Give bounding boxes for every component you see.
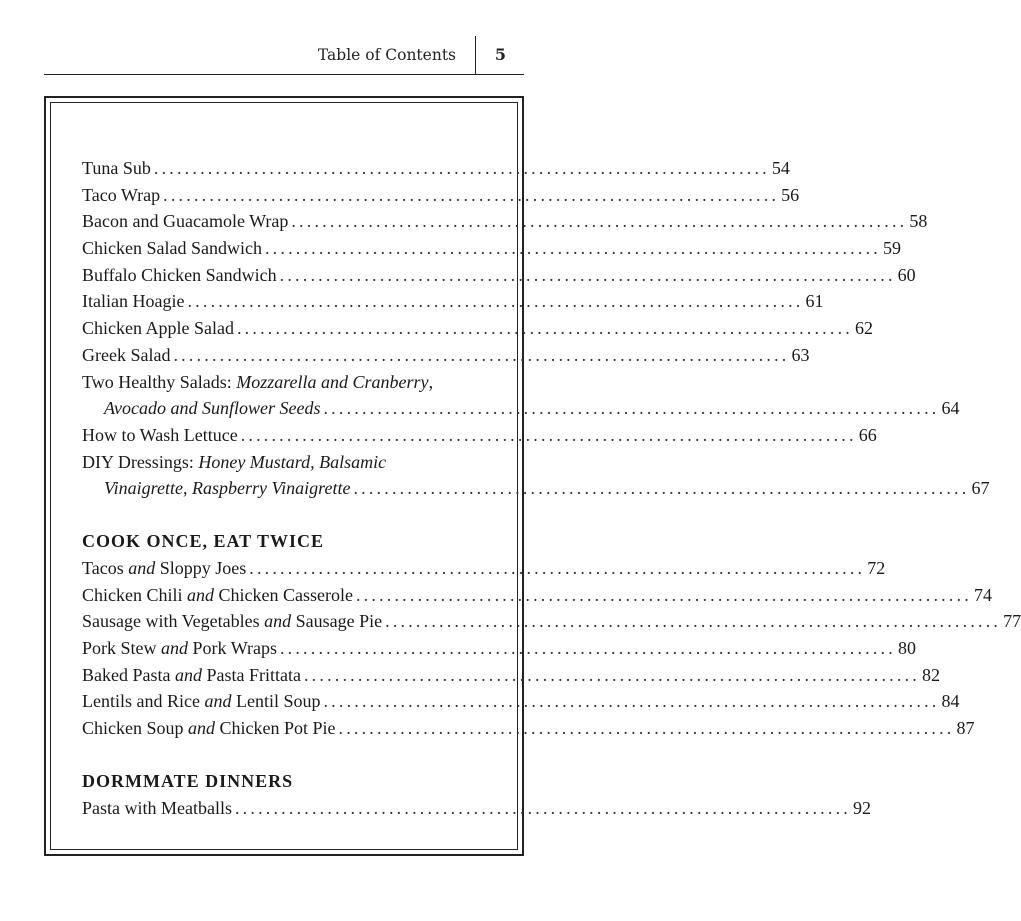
entry-title-a: Pork Stew	[82, 638, 162, 658]
running-header	[44, 44, 524, 75]
entry-page: 58	[909, 211, 928, 232]
toc-entry[interactable]	[82, 315, 873, 342]
leader-dots: ................................................................................	[338, 718, 955, 739]
entry-title-b: Chicken Pot Pie	[215, 718, 336, 739]
entry-title-and: and	[204, 691, 232, 712]
toc-frame	[44, 96, 1021, 856]
leader-dots: ................................................................................	[234, 797, 851, 818]
entry-page: 54	[771, 158, 790, 178]
entry-page: 62	[854, 318, 873, 339]
section-gap	[82, 502, 484, 528]
toc-entry-dressings-line1[interactable]	[82, 449, 484, 476]
toc-group-sandwiches-salads	[82, 155, 928, 369]
entry-title-sep: ,	[182, 478, 192, 499]
entry-page: 63	[791, 344, 810, 365]
leader-dots: ................................................................................	[323, 398, 940, 419]
section-heading-cook-once: COOK ONCE, EAT TWICE	[82, 530, 325, 551]
entry-title-a: Chicken Chili	[82, 584, 187, 605]
toc-group-cook-once	[82, 555, 1021, 742]
entry-page: 82	[921, 664, 940, 685]
section-gap	[82, 742, 484, 768]
entry-title: Buffalo Chicken Sandwich	[82, 264, 277, 285]
entry-page: 67	[971, 478, 990, 499]
leader-dots: ................................................................................	[240, 424, 857, 445]
entry-page: 74	[973, 584, 992, 605]
entry-page: 84	[941, 691, 960, 712]
entry-page: 92	[852, 797, 871, 818]
entry-title-prefix: Two Healthy Salads:	[82, 371, 237, 392]
entry-page: 66	[858, 424, 877, 445]
toc-entry[interactable]	[82, 155, 790, 182]
header-divider	[475, 36, 476, 74]
toc-entry[interactable]	[82, 715, 975, 742]
entry-title-a: Baked Pasta	[82, 664, 175, 685]
entry-title: Chicken Apple Salad	[82, 318, 234, 339]
entry-title-and: and	[188, 718, 215, 739]
leader-dots: ................................................................................	[236, 318, 853, 339]
entry-title: Taco Wrap	[82, 184, 161, 205]
leader-dots: ................................................................................	[187, 291, 804, 312]
entry-title: Italian Hoagie	[82, 291, 185, 312]
entry-title: Chicken Salad Sandwich	[82, 238, 262, 259]
header-title: Table of Contents	[317, 46, 456, 64]
toc-entry[interactable]	[82, 288, 824, 315]
entry-title-and: and	[187, 584, 214, 605]
entry-title-and: and	[174, 664, 202, 685]
toc-entry-dressings-line2[interactable]	[82, 475, 990, 502]
leader-dots: ................................................................................	[353, 478, 970, 499]
leader-dots: ................................................................................	[303, 664, 920, 685]
toc-entry[interactable]	[82, 555, 886, 582]
toc-list	[82, 155, 1021, 821]
entry-title-suffix: ,	[428, 371, 434, 392]
entry-title-b: Sloppy Joes	[155, 557, 247, 578]
entry-page: 80	[897, 638, 916, 658]
toc-entry[interactable]	[82, 662, 940, 689]
leader-dots: ................................................................................	[153, 158, 770, 178]
toc-entry[interactable]	[82, 635, 916, 662]
section-heading-dormmate: DORMMATE DINNERS	[82, 770, 294, 791]
entry-title-and: and	[161, 638, 189, 658]
leader-dots: ................................................................................	[385, 611, 1002, 632]
entry-page: 60	[897, 264, 916, 285]
entry-page: 87	[956, 718, 975, 739]
toc-entry[interactable]	[82, 795, 871, 822]
entry-title-italic: Mozzarella and Cranberry	[236, 371, 429, 392]
leader-dots: ................................................................................	[279, 638, 896, 658]
entry-page: 77	[1003, 611, 1021, 632]
page-number: 5	[494, 45, 506, 64]
entry-title-prefix: DIY Dressings:	[82, 451, 199, 472]
leader-dots: ................................................................................	[291, 211, 908, 232]
entry-title-a: Sausage with Vegetables	[82, 611, 265, 632]
toc-entry[interactable]	[82, 208, 928, 235]
entry-page: 72	[867, 557, 886, 578]
toc-entry-two-salads-line2[interactable]	[82, 395, 960, 422]
leader-dots: ................................................................................	[173, 344, 790, 365]
entry-title-b: Lentil Soup	[231, 691, 321, 712]
leader-dots: ................................................................................	[323, 691, 940, 712]
entry-title-b: Pork Wraps	[188, 638, 277, 658]
entry-title-a: Tacos	[82, 557, 129, 578]
entry-page: 56	[781, 184, 800, 205]
entry-title-italic: Vinaigrette	[104, 478, 183, 499]
toc-entry[interactable]	[82, 262, 916, 289]
entry-title-italic: Avocado and Sunflower Seeds	[104, 398, 321, 419]
entry-title: Bacon and Guacamole Wrap	[82, 211, 289, 232]
toc-entry[interactable]	[82, 688, 960, 715]
toc-entry[interactable]	[82, 235, 901, 262]
entry-title: How to Wash Lettuce	[82, 424, 238, 445]
toc-entry[interactable]	[82, 182, 800, 209]
entry-title-and: and	[128, 557, 156, 578]
entry-title-a: Lentils and Rice	[82, 691, 205, 712]
toc-entry[interactable]	[82, 342, 810, 369]
toc-entry[interactable]	[82, 608, 1021, 635]
entry-title: Tuna Sub	[82, 158, 151, 178]
entry-title-and: and	[264, 611, 292, 632]
entry-title-b: Pasta Frittata	[201, 664, 301, 685]
leader-dots: ................................................................................	[249, 557, 866, 578]
leader-dots: ................................................................................	[163, 184, 780, 205]
entry-title-a: Chicken Soup	[82, 718, 188, 739]
entry-title-b: Sausage Pie	[291, 611, 383, 632]
entry-title-italic: Honey Mustard, Balsamic	[198, 451, 387, 472]
toc-entry-two-salads-line1[interactable]	[82, 369, 484, 396]
toc-entry[interactable]	[82, 422, 877, 449]
entry-page: 59	[882, 238, 901, 259]
entry-title: Greek Salad	[82, 344, 171, 365]
entry-page: 61	[805, 291, 824, 312]
entry-title-b: Chicken Casserole	[214, 584, 353, 605]
entry-title-italic: Raspberry Vinaigrette	[191, 478, 351, 499]
leader-dots: ................................................................................	[264, 238, 881, 259]
leader-dots: ................................................................................	[355, 584, 972, 605]
entry-title: Pasta with Meatballs	[82, 797, 232, 818]
entry-page: 64	[941, 398, 960, 419]
leader-dots: ................................................................................	[279, 264, 896, 285]
toc-entry[interactable]	[82, 582, 992, 609]
